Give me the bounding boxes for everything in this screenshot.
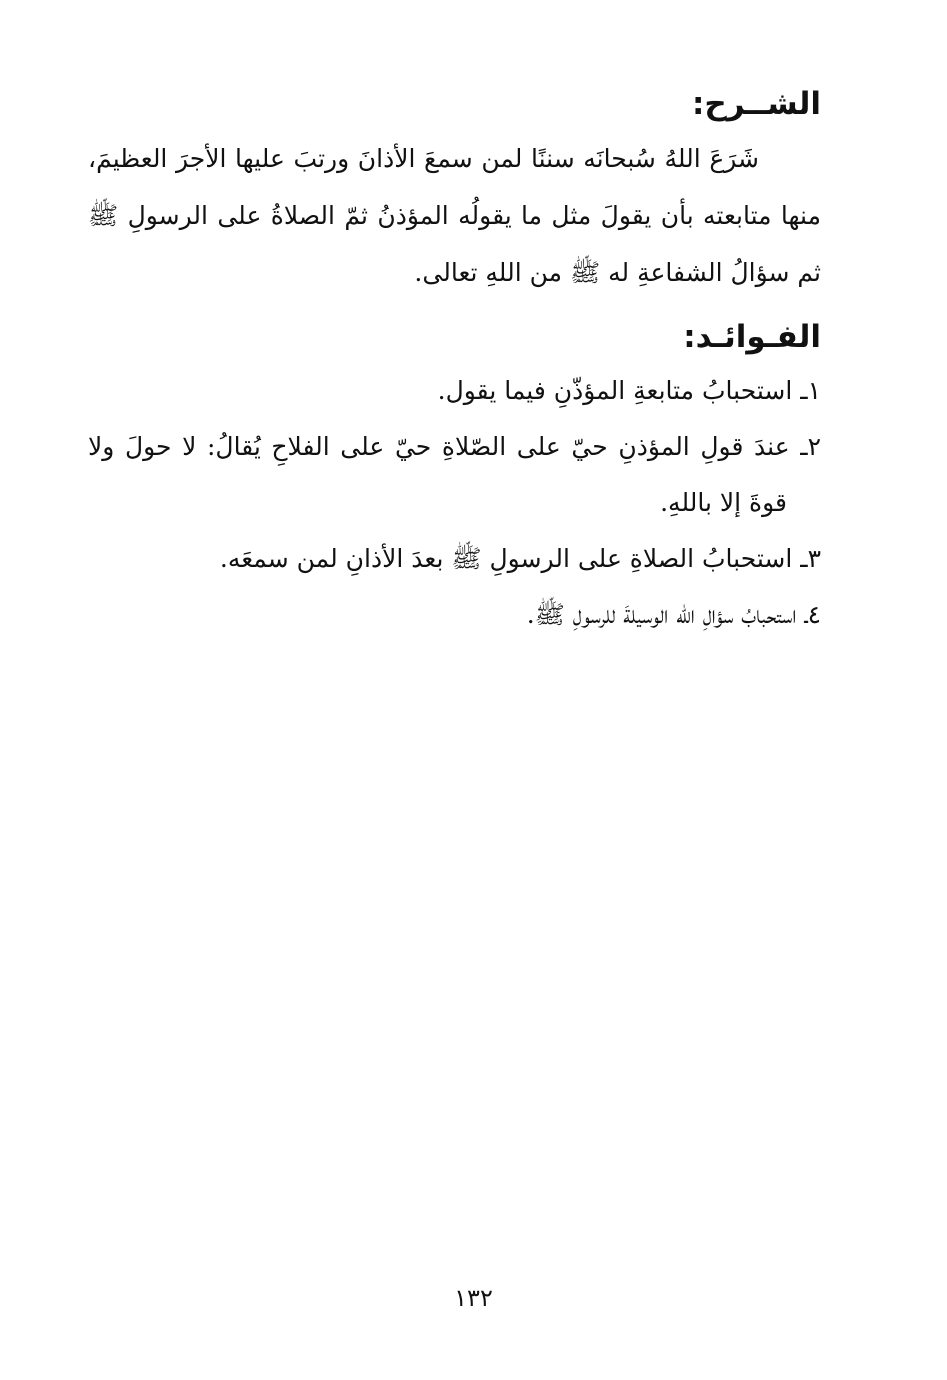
fawaid-list (88, 363, 821, 643)
list-item: ٢ـ عندَ قولِ المؤذنِ حيّ على الصّلاةِ حيّ على الفلاحِ يُقالُ: لا حولَ ولا قوةَ إلا باللهِ. (88, 432, 822, 517)
section-title-fawaid: الفـوائـد: (683, 319, 821, 355)
list-item: ٤ـ استحبابُ سؤالِ الله الوسيلةَ للرسولِ ﷺ. (526, 600, 821, 629)
page-number: ١٣٢ (454, 1284, 493, 1312)
list-item: ١ـ استحبابُ متابعةِ المؤذّنِ فيما يقول. (437, 376, 821, 405)
page-content (88, 84, 821, 643)
sharh-paragraph: شَرَعَ اللهُ سُبحانَه سننًا لمن سمعَ الأذانَ ورتبَ عليها الأجرَ العظيمَ، منها متابعته بأن يقولَ مثل ما يقولُه المؤذنُ ثمّ الصلاةُ على الرسولِ ﷺ ثم سؤالُ الشفاعةِ له ﷺ من اللهِ تعالى. (88, 144, 821, 287)
section-title-sharh: الشــرح: (691, 86, 821, 122)
list-item: ٣ـ استحبابُ الصلاةِ على الرسولِ ﷺ بعدَ الأذانِ لمن سمعَه. (219, 544, 821, 573)
